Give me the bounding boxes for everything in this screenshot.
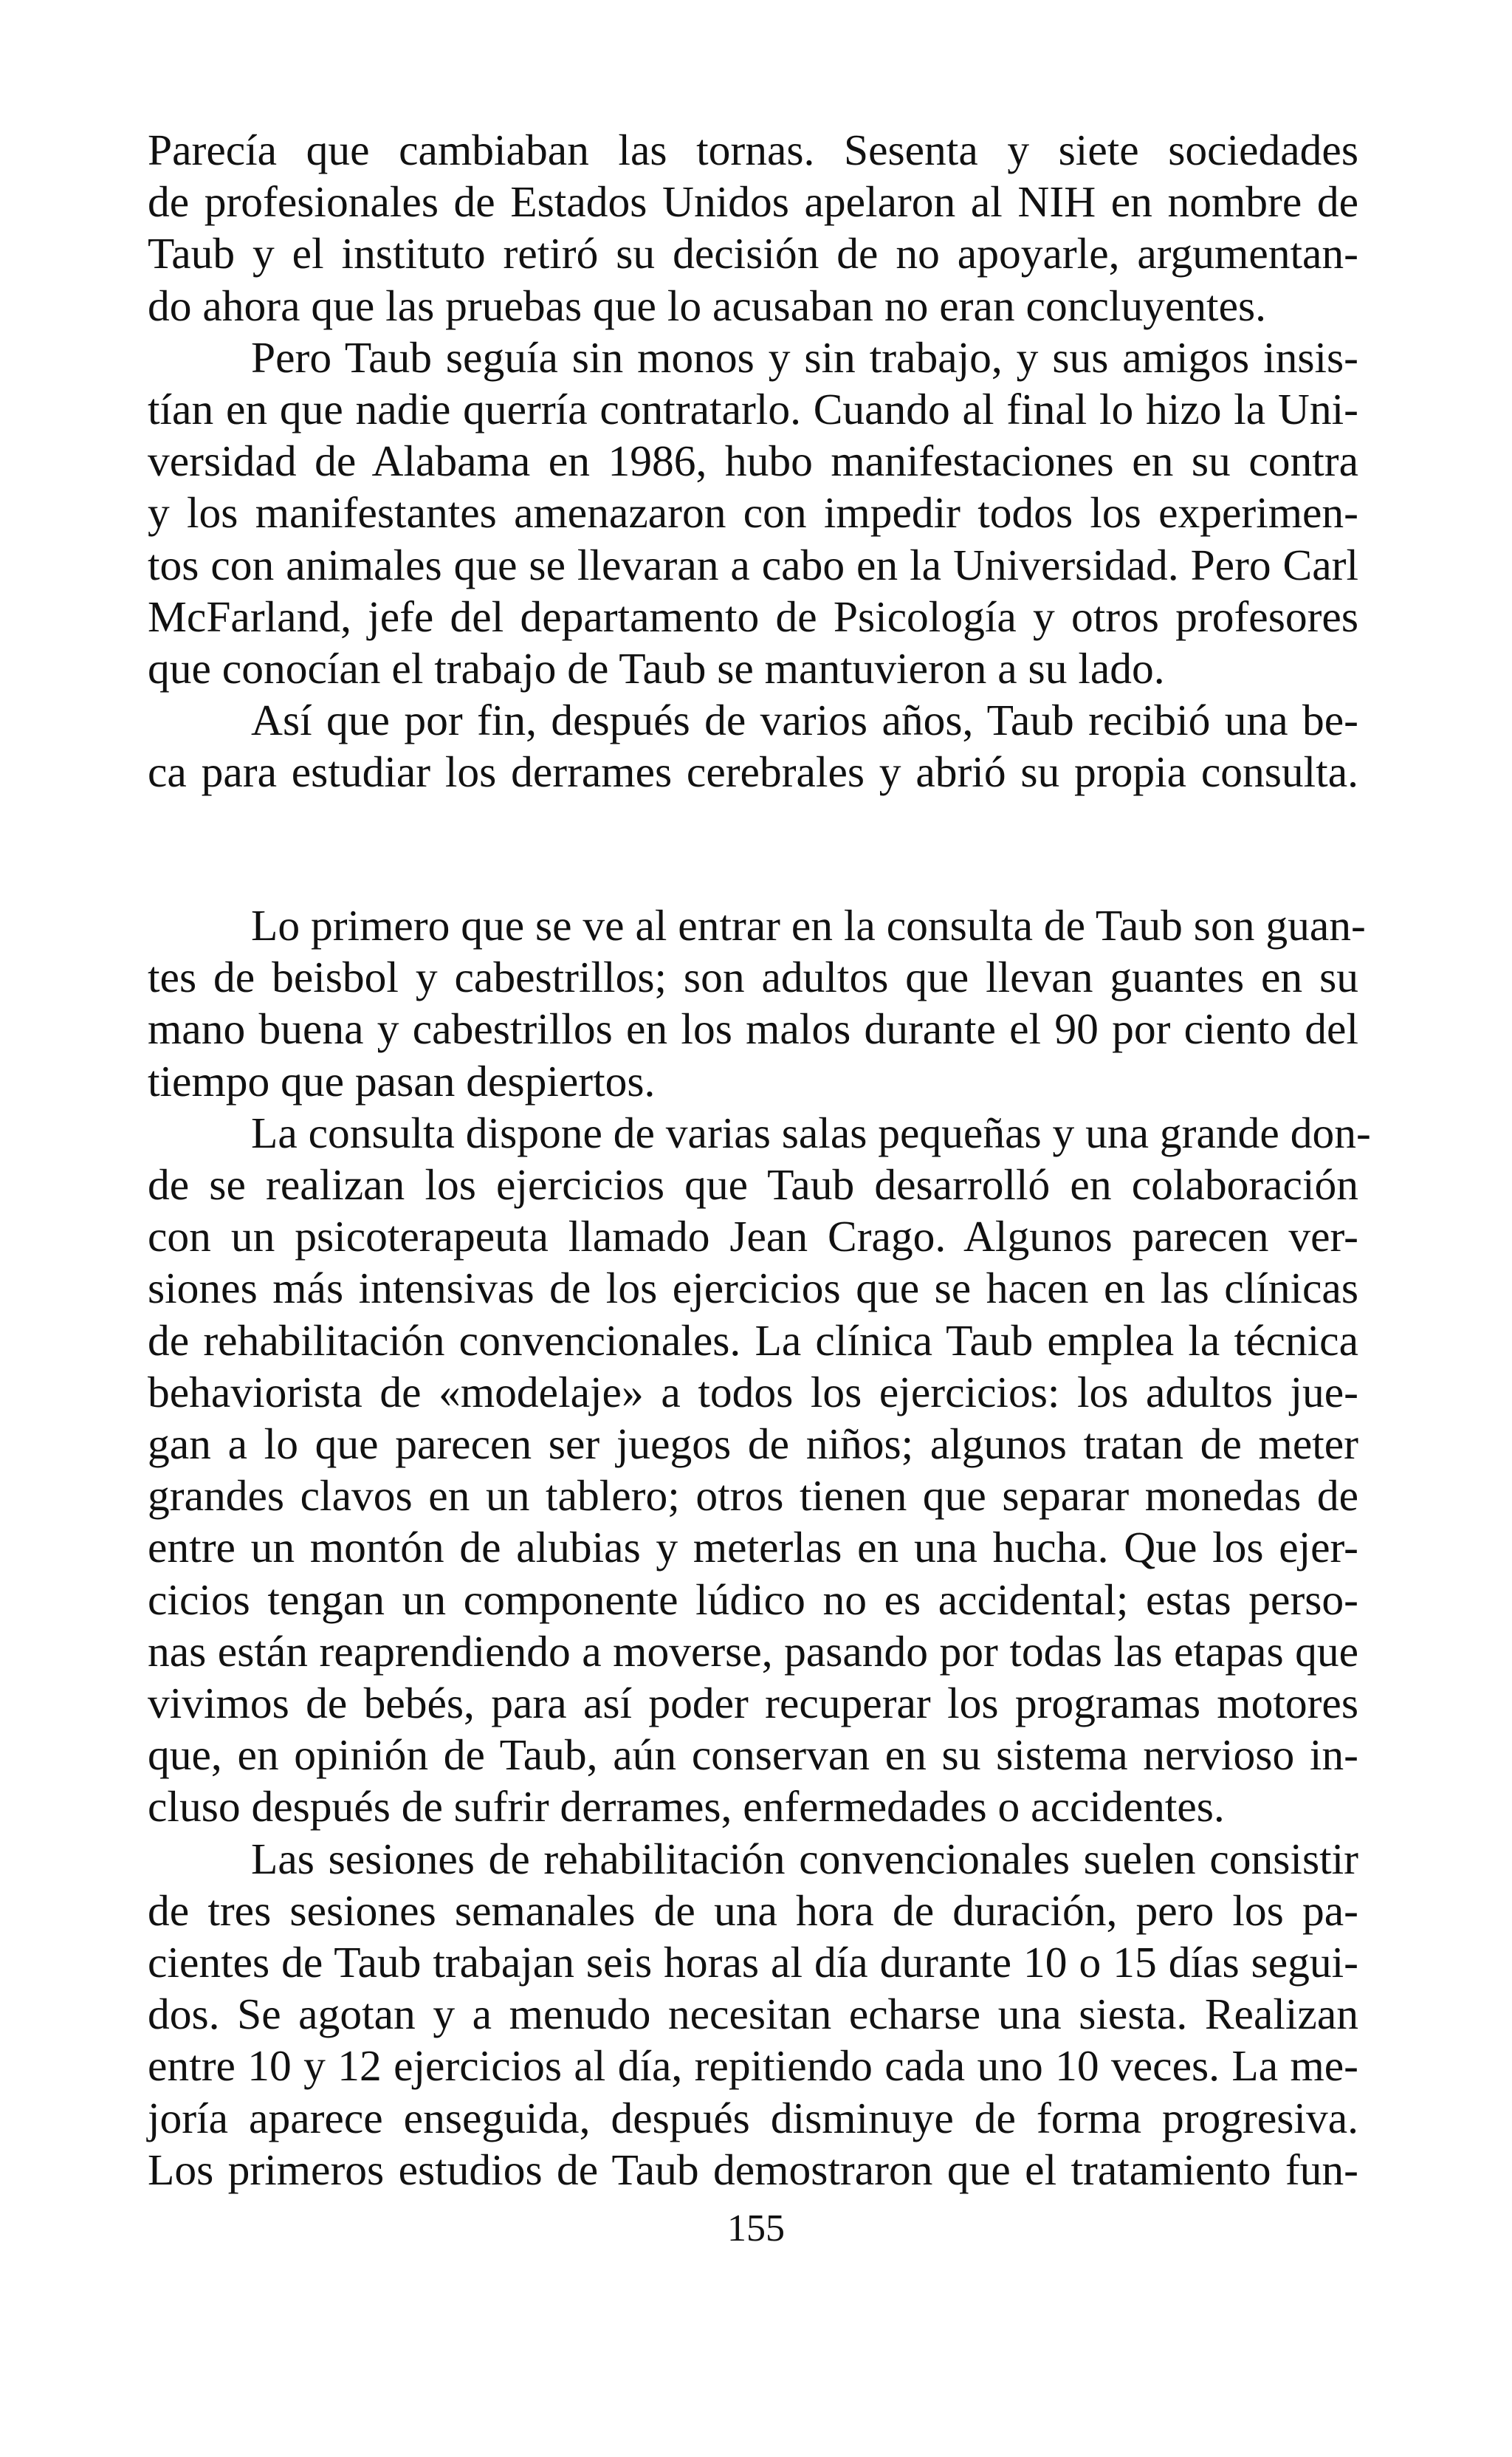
text-line: Lo primero que se ve al entrar en la consulta de Taub son guan-	[251, 901, 1366, 950]
text-line: Los primeros estudios de Taub demostraron que el tratamiento fun-	[148, 2145, 1358, 2194]
text-line: do ahora que las pruebas que lo acusaban no eran concluyentes.	[148, 281, 1267, 330]
text-line: cientes de Taub trabajan seis horas al día durante 10 o 15 días segui-	[148, 1938, 1358, 1987]
paragraph	[148, 332, 1358, 694]
paragraph	[148, 899, 1366, 1107]
text-line: dos. Se agotan y a menudo necesitan echarse una siesta. Realizan	[148, 1990, 1358, 2039]
text-line: entre un montón de alubias y meterlas en una hucha. Que los ejer-	[148, 1523, 1358, 1572]
text-line: grandes clavos en un tablero; otros tienen que separar monedas de	[148, 1471, 1358, 1521]
text-line: de tres sesiones semanales de una hora de duración, pero los pa-	[148, 1885, 1358, 1935]
text-line: con un psicoterapeuta llamado Jean Crago. Algunos parecen ver-	[148, 1212, 1358, 1261]
text-line: que conocían el trabajo de Taub se mantuvieron a su lado.	[148, 644, 1165, 693]
text-line: vivimos de bebés, para así poder recuperar los programas motores	[148, 1679, 1358, 1728]
text-line: ca para estudiar los derrames cerebrales y abrió su propia consulta.	[148, 747, 1358, 797]
text-line: cluso después de sufrir derrames, enfermedades o accidentes.	[148, 1782, 1225, 1831]
text-line: de profesionales de Estados Unidos apelaron al NIH en nombre de	[148, 177, 1358, 227]
text-line: tes de beisbol y cabestrillos; son adultos que llevan guantes en su	[148, 953, 1358, 1002]
text-line: La consulta dispone de varias salas pequeñas y una grande don-	[251, 1108, 1371, 1157]
text-line: Así que por fin, después de varios años, Taub recibió una be-	[251, 696, 1358, 745]
text-line: mano buena y cabestrillos en los malos durante el 90 por ciento del	[148, 1004, 1358, 1054]
text-line: de rehabilitación convencionales. La clínica Taub emplea la técnica	[148, 1315, 1358, 1365]
text-line: siones más intensivas de los ejercicios que se hacen en las clínicas	[148, 1264, 1358, 1313]
text-line: y los manifestantes amenazaron con impedir todos los experimen-	[148, 488, 1358, 538]
text-line: Parecía que cambiaban las tornas. Sesenta y siete sociedades	[148, 126, 1358, 174]
text-line: nas están reaprendiendo a moverse, pasando por todas las etapas que	[148, 1626, 1358, 1676]
paragraph	[148, 124, 1358, 332]
text-line: Pero Taub seguía sin monos y sin trabajo, y sus amigos insis-	[251, 332, 1358, 382]
text-line: que, en opinión de Taub, aún conservan en su sistema nervioso in-	[148, 1730, 1358, 1780]
text-line: behaviorista de «modelaje» a todos los ejercicios: los adultos jue-	[148, 1367, 1358, 1416]
text-line: entre 10 y 12 ejercicios al día, repitiendo cada uno 10 veces. La me-	[148, 2041, 1358, 2091]
text-line: Las sesiones de rehabilitación convencionales suelen consistir	[251, 1834, 1358, 1883]
page-number: 155	[727, 2207, 785, 2249]
text-section-1	[148, 124, 1358, 798]
text-section-2	[148, 899, 1371, 2196]
paragraph	[148, 694, 1358, 798]
text-line: joría aparece enseguida, después disminuye de forma progresiva.	[148, 2093, 1358, 2142]
text-line: tiempo que pasan despiertos.	[148, 1056, 656, 1106]
text-line: de se realizan los ejercicios que Taub desarrolló en colaboración	[148, 1160, 1358, 1210]
text-line: gan a lo que parecen ser juegos de niños; algunos tratan de meter	[148, 1419, 1358, 1469]
text-line: tos con animales que se llevaran a cabo en la Universidad. Pero Carl	[148, 540, 1358, 589]
text-line: tían en que nadie querría contratarlo. Cuando al final lo hizo la Uni-	[148, 385, 1358, 434]
text-line: McFarland, jefe del departamento de Psicología y otros profesores	[148, 592, 1358, 641]
text-line: Taub y el instituto retiró su decisión de no apoyarle, argumentan-	[148, 229, 1358, 278]
text-line: versidad de Alabama en 1986, hubo manifestaciones en su contra	[148, 436, 1358, 486]
paragraph	[148, 1833, 1358, 2196]
paragraph	[148, 1107, 1371, 1833]
text-line: cicios tengan un componente lúdico no es accidental; estas perso-	[148, 1574, 1358, 1624]
